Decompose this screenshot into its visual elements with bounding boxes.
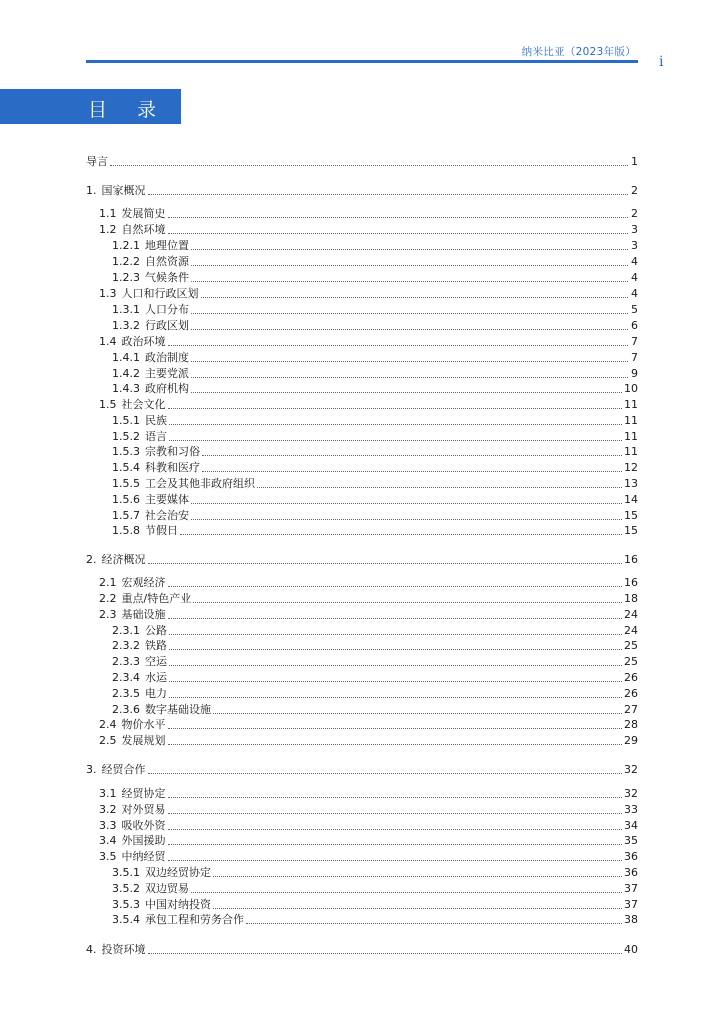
toc-entry-label: 国家概况 [101, 184, 146, 197]
toc-entry-page: 18 [624, 592, 638, 605]
toc-entry-label: 自然资源 [145, 255, 189, 268]
toc-entry-label: 物价水平 [121, 718, 166, 731]
toc-entry-page: 11 [624, 398, 638, 411]
toc-entry [99, 591, 638, 606]
toc-entry-number: 1. [86, 184, 97, 197]
dot-leader [191, 248, 628, 250]
toc-entry [99, 833, 638, 848]
toc-entry-label: 经济概况 [101, 553, 146, 566]
toc-entry [112, 444, 638, 459]
toc-entry-number: 1.4 [99, 335, 117, 348]
toc-entry-page: 24 [624, 624, 638, 637]
toc-entry-number: 1.2.2 [112, 255, 140, 268]
dot-leader [213, 875, 622, 877]
toc-entry-page: 36 [624, 850, 638, 863]
toc-entry-number: 3.5.4 [112, 913, 140, 926]
toc-entry-page: 12 [624, 461, 638, 474]
toc-entry [112, 366, 638, 381]
toc-entry-label: 中纳经贸 [121, 850, 166, 863]
toc-entry-number: 2.5 [99, 734, 117, 747]
toc-entry-number: 2.3.6 [112, 703, 140, 716]
toc-entry-number: 3.1 [99, 787, 117, 800]
toc-entry-label: 气候条件 [145, 271, 189, 284]
toc-entry-label: 发展简史 [121, 207, 166, 220]
toc-entry-label: 基础设施 [121, 608, 166, 621]
toc-entry-label: 外国援助 [121, 834, 166, 847]
toc-entry-page: 34 [624, 819, 638, 832]
toc-entry-number: 2.4 [99, 718, 117, 731]
toc-entry-label: 自然环境 [121, 223, 166, 236]
toc-entry [112, 318, 638, 333]
toc-entry-number: 1.5.6 [112, 493, 140, 506]
toc-entry-label: 民族 [145, 414, 167, 427]
dot-leader [168, 796, 623, 798]
toc-entry-page: 25 [624, 655, 638, 668]
toc-title: 目 录 [88, 99, 169, 121]
toc-entry-page: 11 [624, 445, 638, 458]
running-header-title: 纳米比亚（2023年版） [521, 46, 636, 58]
toc-entry-number: 3.5 [99, 850, 117, 863]
dot-leader [191, 360, 628, 362]
toc-entry-label: 空运 [145, 655, 167, 668]
dot-leader [169, 423, 622, 425]
toc-entry-page: 15 [624, 509, 638, 522]
toc-entry [86, 942, 638, 957]
toc-entry-label: 宏观经济 [121, 576, 166, 589]
dot-leader [168, 585, 623, 587]
toc-entry-page: 2 [631, 184, 638, 197]
toc-entry [112, 912, 638, 927]
toc-entry-label: 经贸协定 [121, 787, 166, 800]
toc-entry [112, 881, 638, 896]
toc-entry [112, 460, 638, 475]
toc-entry-label: 行政区划 [145, 319, 189, 332]
dot-leader [191, 312, 628, 314]
toc-entry-number: 1.4.2 [112, 367, 140, 380]
toc-entry [112, 302, 638, 317]
toc-entry-page: 24 [624, 608, 638, 621]
toc-entry [99, 286, 638, 301]
toc-entry-number: 1.2.3 [112, 271, 140, 284]
dot-leader [193, 601, 622, 603]
toc-entry-page: 26 [624, 687, 638, 700]
dot-leader [191, 280, 628, 282]
dot-leader [168, 407, 623, 409]
toc-entry-label: 双边贸易 [145, 882, 189, 895]
toc-entry-page: 5 [631, 303, 638, 316]
dot-leader [201, 296, 629, 298]
dot-leader [191, 502, 622, 504]
dot-leader [213, 907, 622, 909]
toc-entry-page: 16 [624, 576, 638, 589]
dot-leader [168, 843, 623, 845]
toc-entry-page: 15 [624, 524, 638, 537]
toc-entry [112, 476, 638, 491]
toc-entry-page: 26 [624, 671, 638, 684]
toc-entry-number: 1.3.1 [112, 303, 140, 316]
toc-entry-page: 37 [624, 882, 638, 895]
dot-leader [191, 891, 622, 893]
toc-entry-label: 数字基础设施 [145, 703, 211, 716]
toc-entry [86, 552, 638, 567]
toc-entry [112, 670, 638, 685]
toc-entry [99, 222, 638, 237]
toc-entry-label: 水运 [145, 671, 167, 684]
toc-entry-number: 2. [86, 553, 97, 566]
dot-leader [180, 533, 622, 535]
dot-leader [168, 828, 623, 830]
toc-entry-number: 1.3 [99, 287, 117, 300]
toc-entry-label: 政治制度 [145, 351, 189, 364]
toc-entry-number: 1.5.2 [112, 430, 140, 443]
toc-entry [112, 254, 638, 269]
toc-entry [99, 786, 638, 801]
toc-entry-label: 工会及其他非政府组织 [145, 477, 255, 490]
toc-entry [99, 717, 638, 732]
toc-entry-page: 40 [624, 943, 638, 956]
dot-leader [148, 772, 623, 774]
toc-entry-label: 导言 [86, 155, 108, 168]
toc-entry-number: 2.1 [99, 576, 117, 589]
toc-entry-page: 4 [631, 255, 638, 268]
toc-entry [112, 523, 638, 538]
toc-entry-page: 2 [631, 207, 638, 220]
toc-entry [99, 397, 638, 412]
toc-entry-label: 投资环境 [101, 943, 146, 956]
toc-entry-label: 节假日 [145, 524, 178, 537]
toc-entry-number: 2.3.1 [112, 624, 140, 637]
dot-leader [246, 922, 622, 924]
toc-entry [112, 865, 638, 880]
toc-entry-page: 3 [631, 223, 638, 236]
toc-entry-number: 3.5.2 [112, 882, 140, 895]
toc-entry-page: 27 [624, 703, 638, 716]
toc-entry-page: 4 [631, 271, 638, 284]
toc-entry [112, 381, 638, 396]
toc-entry-label: 宗教和习俗 [145, 445, 200, 458]
toc-entry [99, 733, 638, 748]
toc-entry-number: 3.2 [99, 803, 117, 816]
dot-leader [202, 470, 622, 472]
toc-entry-page: 11 [624, 414, 638, 427]
toc-entry-label: 社会文化 [121, 398, 166, 411]
toc-entry-label: 承包工程和劳务合作 [145, 913, 244, 926]
toc-entry-number: 3.4 [99, 834, 117, 847]
toc-entry-number: 2.3 [99, 608, 117, 621]
toc-entry-page: 6 [631, 319, 638, 332]
dot-leader [168, 232, 629, 234]
toc-entry [112, 508, 638, 523]
dot-leader [148, 193, 629, 195]
toc-entry [112, 897, 638, 912]
dot-leader [168, 344, 629, 346]
dot-leader [168, 859, 623, 861]
toc-entry [112, 623, 638, 638]
toc-entry-label: 电力 [145, 687, 167, 700]
toc-entry-label: 语言 [145, 430, 167, 443]
toc-entry-label: 吸收外资 [121, 819, 166, 832]
toc-entry-label: 主要党派 [145, 367, 189, 380]
toc-entry-page: 7 [631, 335, 638, 348]
toc-entry-page: 25 [624, 639, 638, 652]
toc-entry-label: 科教和医疗 [145, 461, 200, 474]
toc-entry [99, 334, 638, 349]
dot-leader [169, 648, 622, 650]
toc-entry [112, 638, 638, 653]
toc-entry-number: 1.5.7 [112, 509, 140, 522]
toc-entry-label: 地理位置 [145, 239, 189, 252]
dot-leader [169, 680, 622, 682]
toc-entry [112, 270, 638, 285]
toc-entry-label: 重点/特色产业 [121, 592, 192, 605]
toc-entry-page: 3 [631, 239, 638, 252]
dot-leader [257, 486, 622, 488]
toc-entry-number: 2.2 [99, 592, 117, 605]
toc-entry-number: 3.5.3 [112, 898, 140, 911]
toc-entry-number: 1.5.4 [112, 461, 140, 474]
dot-leader [148, 562, 623, 564]
dot-leader [202, 454, 622, 456]
toc-entry [99, 206, 638, 221]
toc-entry [86, 183, 638, 198]
toc-entry-number: 1.5 [99, 398, 117, 411]
toc-entry-page: 14 [624, 493, 638, 506]
toc-entry-page: 32 [624, 787, 638, 800]
toc-entry-page: 1 [631, 155, 638, 168]
dot-leader [168, 216, 629, 218]
page-number: i [659, 54, 664, 70]
toc-entry-number: 2.3.5 [112, 687, 140, 700]
toc-entry-label: 双边经贸协定 [145, 866, 211, 879]
toc-entry-number: 1.2.1 [112, 239, 140, 252]
dot-leader [213, 712, 622, 714]
toc-entry-label: 铁路 [145, 639, 167, 652]
toc-entry-number: 1.5.1 [112, 414, 140, 427]
toc-entry-number: 1.5.8 [112, 524, 140, 537]
dot-leader [169, 439, 622, 441]
dot-leader [110, 164, 628, 166]
dot-leader [191, 264, 628, 266]
toc-entry-page: 33 [624, 803, 638, 816]
toc-entry-number: 4. [86, 943, 97, 956]
dot-leader [169, 633, 622, 635]
toc-entry-label: 人口和行政区划 [121, 287, 199, 300]
toc-entry-number: 1.1 [99, 207, 117, 220]
toc-entry-label: 经贸合作 [101, 763, 146, 776]
toc-entry-page: 13 [624, 477, 638, 490]
dot-leader [191, 518, 622, 520]
toc-entry-number: 2.3.2 [112, 639, 140, 652]
toc-entry [112, 238, 638, 253]
toc-entry-page: 35 [624, 834, 638, 847]
toc-entry-page: 38 [624, 913, 638, 926]
toc-entry [86, 154, 638, 169]
toc-entry-page: 9 [631, 367, 638, 380]
toc-entry-label: 对外贸易 [121, 803, 166, 816]
dot-leader [168, 727, 623, 729]
toc-entry [99, 849, 638, 864]
dot-leader [191, 328, 628, 330]
toc-entry [112, 686, 638, 701]
dot-leader [191, 391, 622, 393]
toc-entry-number: 3.3 [99, 819, 117, 832]
dot-leader [169, 664, 622, 666]
toc-entry-page: 11 [624, 430, 638, 443]
toc-entry-label: 社会治安 [145, 509, 189, 522]
toc-entry-label: 政府机构 [145, 382, 189, 395]
toc-entry-number: 3.5.1 [112, 866, 140, 879]
toc-entry-label: 公路 [145, 624, 167, 637]
toc-entry-page: 7 [631, 351, 638, 364]
toc-entry-number: 1.4.3 [112, 382, 140, 395]
toc-entry [99, 575, 638, 590]
toc-entry-page: 36 [624, 866, 638, 879]
toc-entry-page: 16 [624, 553, 638, 566]
toc-entry-number: 3. [86, 763, 97, 776]
toc-entry-number: 1.5.5 [112, 477, 140, 490]
dot-leader [191, 376, 628, 378]
toc-entry [99, 802, 638, 817]
toc-entry [112, 413, 638, 428]
toc-entry [112, 429, 638, 444]
toc-entry [112, 350, 638, 365]
toc-entry-page: 4 [631, 287, 638, 300]
toc-entry-number: 1.4.1 [112, 351, 140, 364]
toc-entry-page: 10 [624, 382, 638, 395]
toc-entry-page: 28 [624, 718, 638, 731]
toc-entry-number: 2.3.3 [112, 655, 140, 668]
toc-entry [86, 762, 638, 777]
toc-entry-number: 1.2 [99, 223, 117, 236]
toc-entry [99, 607, 638, 622]
toc-entry-label: 人口分布 [145, 303, 189, 316]
toc-entry-number: 1.3.2 [112, 319, 140, 332]
toc-entry-number: 1.5.3 [112, 445, 140, 458]
toc-entry-label: 中国对纳投资 [145, 898, 211, 911]
dot-leader [169, 696, 622, 698]
toc-entry-page: 29 [624, 734, 638, 747]
toc-entry-label: 主要媒体 [145, 493, 189, 506]
toc-entry [112, 492, 638, 507]
dot-leader [168, 617, 623, 619]
toc-entry-page: 37 [624, 898, 638, 911]
dot-leader [168, 743, 623, 745]
toc-entry [99, 818, 638, 833]
toc-entry-label: 政治环境 [121, 335, 166, 348]
toc-entry-label: 发展规划 [121, 734, 166, 747]
dot-leader [148, 952, 623, 954]
toc-entry-number: 2.3.4 [112, 671, 140, 684]
toc-entry [112, 702, 638, 717]
toc-entry-page: 32 [624, 763, 638, 776]
toc-entry [112, 654, 638, 669]
dot-leader [168, 812, 623, 814]
